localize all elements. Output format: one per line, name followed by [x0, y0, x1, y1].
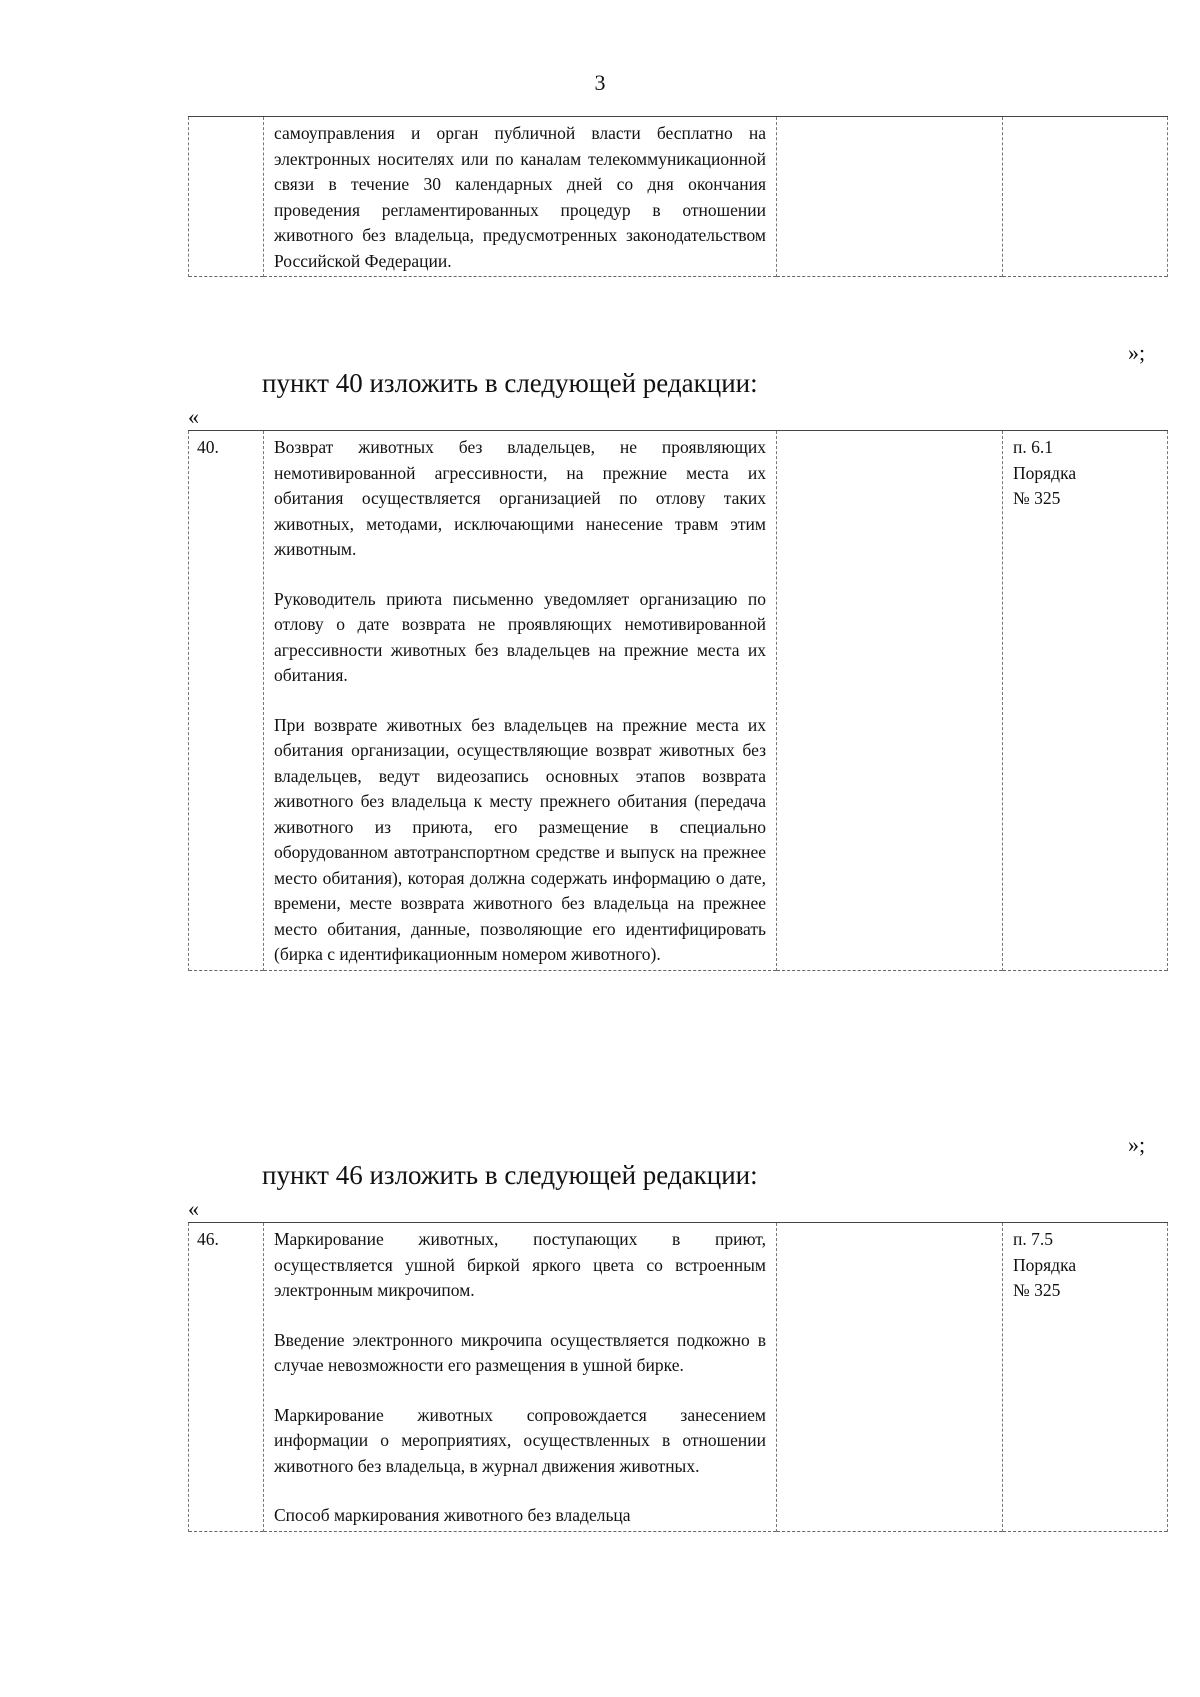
section-instruction: пункт 46 изложить в следующей редакции: — [262, 1160, 758, 1190]
paragraph: самоуправления и орган публичной власти бесплатно на электронных носителях или по каналам телекоммуникационной связи в течение 30 календарных дней со дня окончания проведения регламентированных процедур в отношении животного без владельца, предусмотренных законодательством Российской Федерации. — [274, 123, 766, 271]
section-instruction: пункт 40 изложить в следующей редакции: — [262, 368, 758, 398]
item-40-table — [188, 430, 1168, 971]
reference-line: № 325 — [1013, 488, 1061, 508]
paragraph: Маркирование животных, поступающих в приют, осуществляется ушной биркой яркого цвета со встроенным электронным микрочипом. — [274, 1229, 766, 1300]
table-row — [189, 431, 1168, 971]
paragraph: Способ маркирования животного без владельца — [274, 1505, 631, 1525]
table-row — [189, 1223, 1168, 1532]
row-text-cell — [264, 1223, 777, 1532]
paragraph: Введение электронного микрочипа осуществляется подкожно в случае невозможности его размещения в ушной бирке. — [274, 1329, 766, 1375]
reference-cell — [1003, 431, 1168, 971]
paragraph: При возврате животных без владельцев на прежние места их обитания организации, осуществляющие возврат животных без владельцев, ведут видеозапись основных этапов возврата животного без владельца к месту прежнего обитания (передача животного из приюта, его размещение в специально оборудованном автотранспортном средстве и выпуск на прежнее место обитания), которая должна содержать информацию о дате, времени, месте возврата животного без владельца на прежнее место обитания, данные, позволяющие его идентифицировать (бирка с идентификационным номером животного). — [274, 714, 766, 964]
closing-quote: »; — [1128, 340, 1146, 365]
reference-line: № 325 — [1013, 1280, 1061, 1300]
reference-line: Порядка — [1013, 1254, 1077, 1275]
paragraph: Маркирование животных сопровождается занесением информации о мероприятиях, осуществленных в отношении животного без владельца, в журнал движения животных. — [274, 1404, 766, 1476]
opening-quote: « — [188, 1196, 199, 1221]
reference-cell — [1003, 1223, 1168, 1532]
continuation-table — [188, 116, 1168, 277]
row-number-cell: 40. — [189, 431, 264, 971]
item-46-table — [188, 1222, 1168, 1532]
row-number-cell — [189, 117, 264, 277]
row-number-cell: 46. — [189, 1223, 264, 1532]
empty-cell — [777, 117, 1003, 277]
table-row — [189, 117, 1168, 277]
row-text-cell — [264, 117, 777, 277]
closing-quote: »; — [1128, 1132, 1146, 1157]
opening-quote: « — [188, 404, 199, 429]
reference-line: п. 6.1 — [1013, 437, 1053, 457]
paragraph: Возврат животных без владельцев, не проявляющих немотивированной агрессивности, на прежние места их обитания осуществляется организацией по отлову таких животных, методами, исключающими нанесение травм этим животным. — [274, 437, 766, 559]
row-text-cell — [264, 431, 777, 971]
reference-cell — [1003, 117, 1168, 277]
reference-line: п. 7.5 — [1013, 1229, 1053, 1249]
reference-line: Порядка — [1013, 462, 1077, 483]
page-number: 3 — [594, 70, 606, 95]
paragraph: Руководитель приюта письменно уведомляет организацию по отлову о дате возврата не проявляющих немотивированной агрессивности животных без владельцев на прежние места их обитания. — [274, 588, 766, 685]
empty-cell — [777, 431, 1003, 971]
empty-cell — [777, 1223, 1003, 1532]
